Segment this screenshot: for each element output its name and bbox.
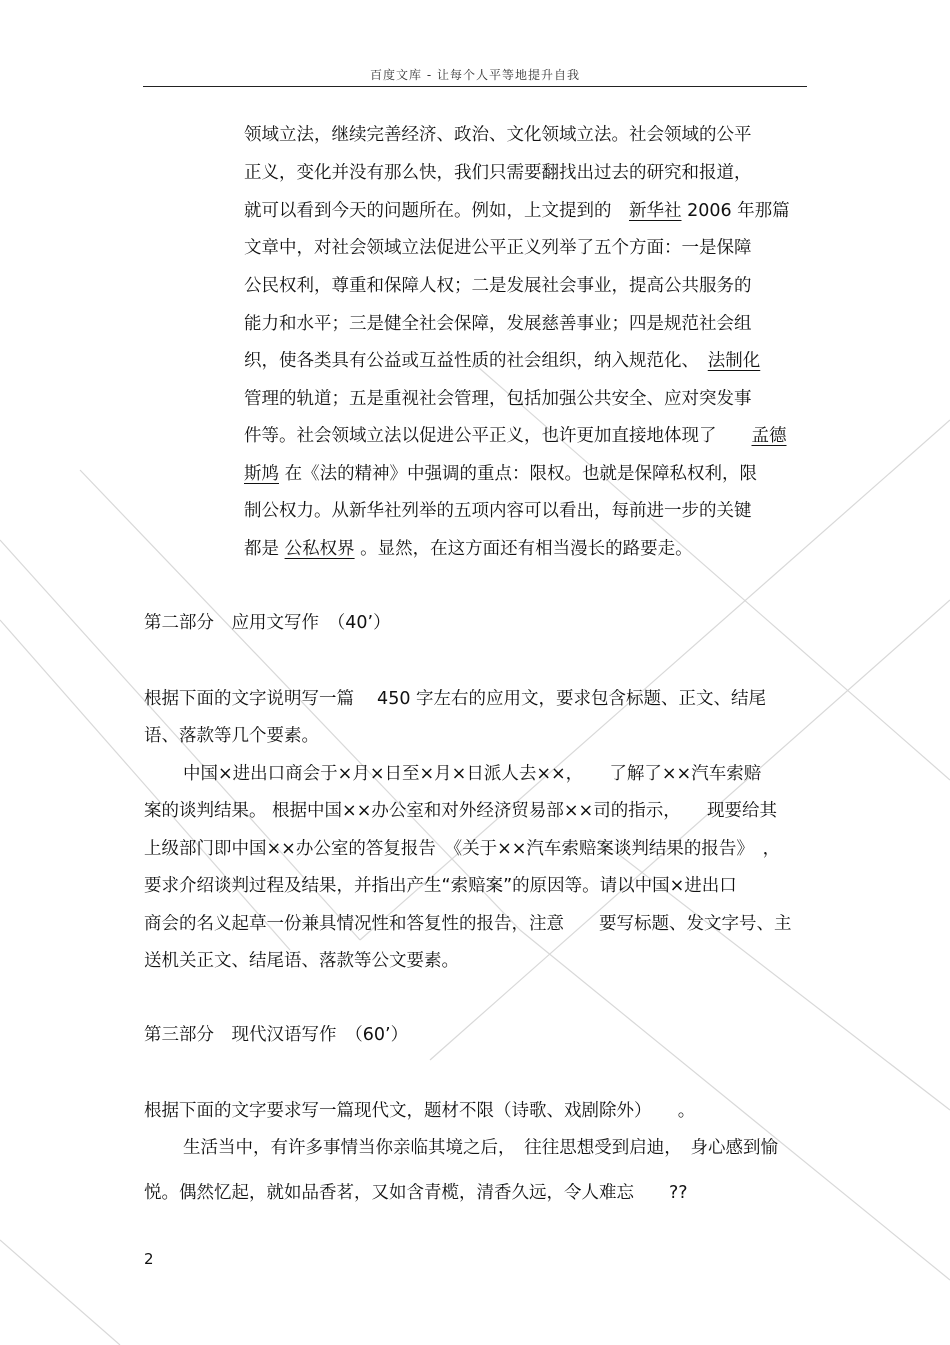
underlined-term: 公私权界 bbox=[284, 539, 355, 559]
underlined-term: 法制化 bbox=[707, 351, 761, 371]
block-line: 斯鸠 在《法的精神》中强调的重点：限权。也就是保障私权利，限 bbox=[244, 464, 758, 484]
body-line: 送机关正文、结尾语、落款等公文要素。 bbox=[144, 951, 459, 971]
section-heading: 第二部分 应用文写作 （40’） bbox=[144, 613, 391, 633]
underlined-term: 孟德 bbox=[751, 426, 787, 446]
instruction-line: 根据下面的文字说明写一篇 450 字左右的应用文，要求包含标题、正文、结尾 bbox=[144, 689, 767, 709]
body-line: 上级部门即中国××办公室的答复报告 《关于××汽车索赔案谈判结果的报告》 ， bbox=[144, 839, 781, 859]
block-line: 件等。社会领域立法以促进公平正义，也许更加直接地体现了 孟德 bbox=[244, 426, 787, 446]
body-line: 要求介绍谈判过程及结果，并指出产生“索赔案”的原因等。请以中国×进出口 bbox=[144, 876, 737, 896]
block-line: 制公权力。从新华社列举的五项内容可以看出，每前进一步的关键 bbox=[244, 501, 752, 521]
block-line: 公民权利，尊重和保障人权；二是发展社会事业，提高公共服务的 bbox=[244, 276, 752, 296]
body-line: 生活当中，有许多事情当你亲临其境之后， 往往思想受到启迪， 身心感到愉 bbox=[183, 1138, 778, 1158]
block-line: 都是 公私权界 。显然，在这方面还有相当漫长的路要走。 bbox=[244, 539, 693, 559]
page-header: 百度文库 - 让每个人平等地提升自我 bbox=[370, 68, 580, 82]
block-line: 就可以看到今天的问题所在。例如，上文提到的 新华社 2006 年那篇 bbox=[244, 201, 790, 221]
underlined-term: 斯鸠 bbox=[244, 464, 279, 484]
instruction-line: 根据下面的文字要求写一篇现代文，题材不限（诗歌、戏剧除外） 。 bbox=[144, 1101, 696, 1121]
page-number: 2 bbox=[144, 1250, 154, 1268]
body-line: 商会的名义起草一份兼具情况性和答复性的报告，注意 要写标题、发文字号、主 bbox=[144, 914, 792, 934]
block-line: 织，使各类具有公益或互益性质的社会组织，纳入规范化、 法制化 bbox=[244, 351, 761, 371]
body-line: 悦。偶然忆起，就如品香茗，又如含青榄，清香久远，令人难忘 ?? bbox=[144, 1183, 688, 1203]
underlined-term: 新华社 bbox=[629, 201, 682, 221]
section-heading: 第三部分 现代汉语写作 （60’） bbox=[144, 1025, 409, 1045]
block-line: 文章中，对社会领域立法促进公平正义列举了五个方面：一是保障 bbox=[244, 238, 752, 258]
header-rule bbox=[143, 86, 807, 87]
block-line: 能力和水平；三是健全社会保障，发展慈善事业；四是规范社会组 bbox=[244, 314, 752, 334]
block-line: 领域立法，继续完善经济、政治、文化领域立法。社会领域的公平 bbox=[244, 125, 752, 145]
body-line: 中国×进出口商会于×月×日至×月×日派人去××， 了解了××汽车索赔 bbox=[183, 764, 762, 784]
block-line: 正义，变化并没有那么快，我们只需要翻找出过去的研究和报道， bbox=[244, 163, 752, 183]
instruction-line: 语、落款等几个要素。 bbox=[144, 726, 319, 746]
body-line: 案的谈判结果。 根据中国××办公室和对外经济贸易部××司的指示， 现要给其 bbox=[144, 801, 777, 821]
block-line: 管理的轨道；五是重视社会管理，包括加强公共安全、应对突发事 bbox=[244, 389, 752, 409]
